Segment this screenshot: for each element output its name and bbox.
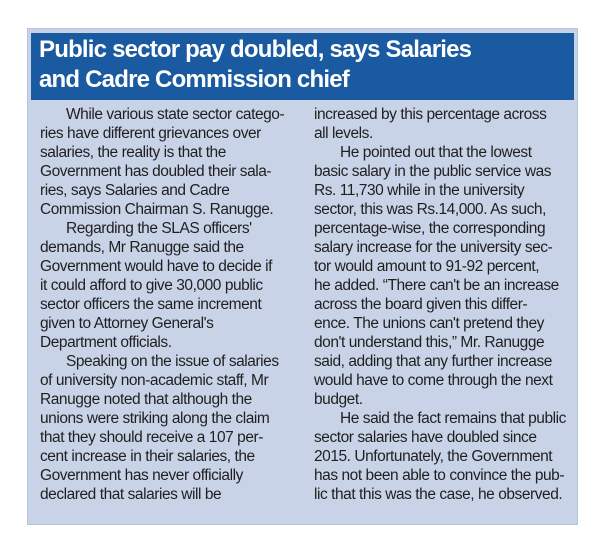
article-line: that they should receive a 107 per-	[40, 429, 263, 446]
article-line: demands, Mr Ranugge said the	[40, 239, 244, 256]
article-line: sector, this was Rs.14,000. As such,	[314, 201, 546, 218]
article-line: While various state sector catego-	[66, 106, 285, 123]
headline-line-2: and Cadre Commission chief	[39, 66, 349, 93]
article-line: Government has doubled their sala-	[40, 163, 272, 180]
article-line: tor would amount to 91-92 percent,	[314, 258, 540, 275]
article-line: Rs. 11,730 while in the university	[314, 182, 525, 199]
article-line: it could afford to give 30,000 public	[40, 277, 263, 294]
article-line: of university non-academic staff, Mr	[40, 372, 269, 389]
article-line: Regarding the SLAS officers'	[66, 220, 252, 237]
article-line: said, adding that any further increase	[314, 353, 552, 370]
article-line: unions were striking along the claim	[40, 410, 270, 427]
article-line: increased by this percentage across	[314, 106, 547, 123]
article-line: he added. “There can't be an increase	[314, 277, 559, 294]
article-line: basic salary in the public service was	[314, 163, 552, 180]
article-line: Department officials.	[40, 334, 172, 351]
article-line: sector salaries have doubled since	[314, 429, 537, 446]
article-line: don't understand this,” Mr. Ranugge	[314, 334, 545, 351]
article-line: He said the fact remains that public	[340, 410, 566, 427]
article-line: Commission Chairman S. Ranugge.	[40, 201, 274, 218]
article-line: Government has never officially	[40, 467, 243, 484]
article-line: salaries, the reality is that the	[40, 144, 226, 161]
article-line: Ranugge noted that although the	[40, 391, 252, 408]
article-line: would have to come through the next	[314, 372, 553, 389]
article-line: all levels.	[314, 125, 373, 142]
article-line: percentage-wise, the corresponding	[314, 220, 546, 237]
article-line: given to Attorney General's	[40, 315, 214, 332]
article-line: Government would have to decide if	[40, 258, 272, 275]
article-line: budget.	[314, 391, 363, 408]
article-line: cent increase in their salaries, the	[40, 448, 255, 465]
article-line: ries, says Salaries and Cadre	[40, 182, 230, 199]
article-line: sector officers the same increment	[40, 296, 262, 313]
article-line: Speaking on the issue of salaries	[66, 353, 279, 370]
article-line: has not been able to convince the pub-	[314, 467, 565, 484]
article-line: lic that this was the case, he observed.	[314, 486, 563, 503]
article-line: declared that salaries will be	[40, 486, 222, 503]
article-line: He pointed out that the lowest	[340, 144, 532, 161]
article-line: ries have different grievances over	[40, 125, 261, 142]
article-line: ence. The unions can't pretend they	[314, 315, 544, 332]
article-line: across the board given this differ-	[314, 296, 528, 313]
article-column-2	[314, 105, 576, 504]
article-column-1	[40, 105, 310, 504]
headline-line-1: Public sector pay doubled, says Salaries	[39, 36, 472, 63]
article-line: 2015. Unfortunately, the Government	[314, 448, 553, 465]
headline	[31, 33, 574, 100]
article-line: salary increase for the university sec-	[314, 239, 553, 256]
